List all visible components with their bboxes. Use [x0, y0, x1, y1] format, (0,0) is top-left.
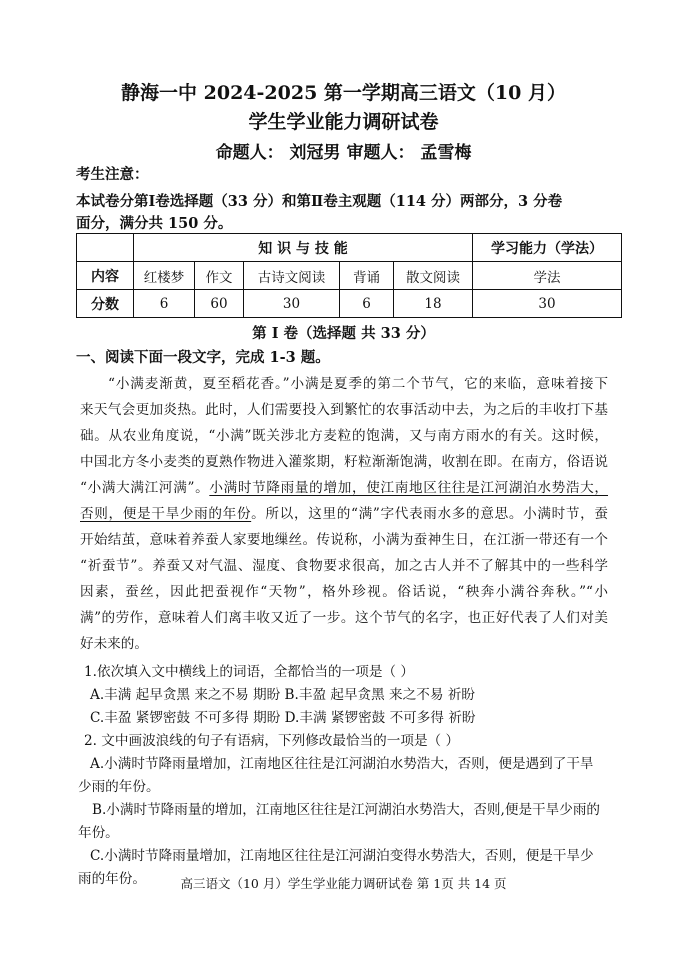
table-corner: [77, 234, 134, 262]
question-1-option: C.丰盈 紧锣密鼓 不可多得 期盼 D.丰满 紧锣密鼓 不可多得 祈盼: [90, 710, 476, 726]
score-cell: 18: [394, 290, 473, 318]
passage-line: 因素，蚕丝，因此把蚕视作“天物”，格外珍视。俗话说，“秧奔小满谷奔秋。”“小: [80, 584, 608, 600]
question-2-option: 年份。: [78, 825, 119, 841]
question-2-stem: 2. 文中画波浪线的句子有语病，下列修改最恰当的一项是（ ）: [84, 733, 460, 749]
score-cell: 6: [134, 290, 195, 318]
notice-label: 考生注意：: [76, 166, 149, 183]
column-header: 学法: [473, 262, 622, 290]
page-footer: 高三语文（10 月）学生学业能力调研试卷 第 1页 共 14 页: [180, 876, 507, 891]
question-2-option: C.小满时节降雨量增加，江南地区往往是江河湖泊变得水势浩大，否则，便是干旱少: [90, 848, 594, 864]
column-header: 古诗文阅读: [244, 262, 340, 290]
wavy-underlined-sentence: 否则，便是干旱少雨的年份: [80, 506, 252, 522]
passage-text: 。所以，这里的“满”字代表雨水多的意思。小满时节，蚕: [251, 506, 609, 522]
part1-heading: 一、阅读下面一段文字，完成 1-3 题。: [76, 349, 330, 366]
passage-text: “小满大满江河满”。: [80, 480, 210, 496]
passage-line: “小满麦渐黄，夏至稻花香。”小满是夏季的第二个节气，它的来临，意味着接下: [108, 376, 608, 392]
passage-line: 满”的劳作，意味着人们离丰收又近了一步。这个节气的名字，也正好代表了人们对美: [80, 610, 608, 626]
score-cell: 6: [340, 290, 394, 318]
column-header: 背诵: [340, 262, 394, 290]
column-header: 红楼梦: [134, 262, 195, 290]
passage-line: 开始结茧，意味着养蚕人家要地缫丝。传说称，小满为蚕神生日，在江浙一带还有一个: [80, 532, 608, 548]
column-header: 散文阅读: [394, 262, 473, 290]
notice-line: 面分，满分共 150 分。: [76, 215, 233, 232]
question-1-option: A.丰满 起早贪黑 来之不易 期盼 B.丰盈 起早贪黑 来之不易 祈盼: [90, 687, 475, 703]
column-header: 作文: [195, 262, 244, 290]
passage-line: 中国北方冬小麦类的夏熟作物进入灌浆期，籽粒渐渐饱满，收割在即。在南方，俗语说: [80, 454, 608, 470]
question-1-stem: 1.依次填入文中横线上的词语，全都恰当的一项是（ ）: [84, 664, 414, 680]
score-table: [76, 233, 622, 318]
section-heading: 第 Ⅰ 卷（选择题 共 33 分）: [252, 325, 435, 342]
passage-line: 好未来的。: [80, 636, 148, 652]
wavy-underlined-sentence: 小满时节降雨量的增加，使江南地区往往是江河湖泊水势浩大，: [209, 480, 609, 496]
passage-line: 础。从农业角度说，“小满”既关涉北方麦粒的饱满，又与南方雨水的有关。这时候，: [80, 428, 608, 444]
row-label-content: 内容: [77, 262, 134, 290]
score-cell: 30: [244, 290, 340, 318]
question-2-option: 少雨的年份。: [78, 779, 160, 795]
table-group-ability: 学习能力（学法）: [473, 234, 622, 262]
question-2-option: A.小满时节降雨量增加，江南地区往往是江河湖泊水势浩大，否则，便是遇到了干旱: [90, 756, 594, 772]
authors: 命题人： 刘冠男 审题人： 孟雪梅: [215, 143, 472, 163]
question-2-option: 雨的年份。: [78, 871, 146, 887]
exam-subtitle: 学生学业能力调研试卷: [248, 111, 439, 133]
score-cell: 60: [195, 290, 244, 318]
table-group-knowledge: 知 识 与 技 能: [134, 234, 473, 262]
passage-line: “祈蚕节”。养蚕又对气温、湿度、食物要求很高，加之古人并不了解其中的一些科学: [80, 558, 608, 574]
passage-line: 来天气会更加炎热。此时，人们需要投入到繁忙的农事活动中去，为之后的丰收打下基: [80, 402, 608, 418]
row-label-score: 分数: [77, 290, 134, 318]
question-2-option: B.小满时节降雨量的增加，江南地区往往是江河湖泊水势浩大，否则,便是干旱少雨的: [92, 802, 601, 818]
passage-line: [80, 476, 608, 496]
exam-title: 静海一中 2024-2025 第一学期高三语文（10 月）: [121, 82, 566, 104]
score-cell: 30: [473, 290, 622, 318]
notice-line: 本试卷分第Ⅰ卷选择题（33 分）和第Ⅱ卷主观题（114 分）两部分，3 分卷: [76, 193, 563, 210]
passage-line: [80, 502, 608, 522]
